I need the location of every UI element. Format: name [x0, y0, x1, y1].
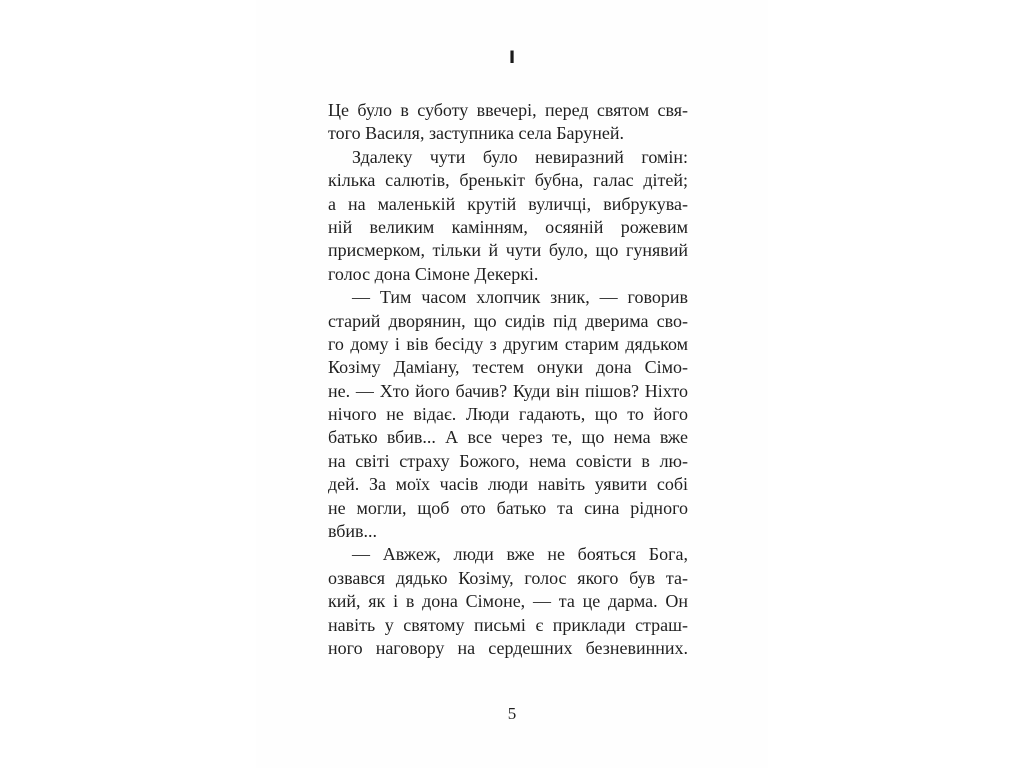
text-line: ній великим камінням, осяяній рожевим — [328, 216, 688, 237]
text-line: ного наговору на сердешних безневинних. — [328, 637, 688, 658]
text-line: того Василя, заступника села Баруней. — [328, 123, 625, 144]
text-line: го дому і вів бесіду з другим старим дядьком — [328, 333, 688, 354]
chapter-heading: I — [508, 48, 516, 68]
text-line: озвався дядько Козіму, голос якого був та- — [328, 567, 688, 588]
text-line: на світі страху Божого, нема совісти в лю- — [328, 450, 688, 471]
text-line: не могли, щоб ото батько та сина рідного — [328, 497, 688, 518]
text-line: не. — Хто його бачив? Куди він пішов? Ніхто — [328, 380, 688, 401]
text-line: — Авжеж, люди вже не бояться Бога, — [352, 544, 688, 565]
page-number: 5 — [507, 704, 517, 723]
text-line: навіть у святому письмі є приклади страш- — [328, 614, 688, 635]
text-line: Козіму Даміану, тестем онуки дона Сімо- — [328, 357, 688, 378]
text-line: голос дона Сімоне Декеркі. — [328, 263, 539, 284]
text-line: — Тим часом хлопчик зник, — говорив — [352, 287, 688, 308]
text-line: кілька салютів, бренькіт бубна, галас дітей; — [328, 170, 688, 191]
text-line: присмерком, тільки й чути було, що гунявий — [328, 240, 688, 261]
text-line: вбив... — [328, 521, 378, 542]
text-line: кий, як і в дона Сімоне, — та це дарма. Он — [328, 591, 688, 612]
text-line: старий дворянин, що сидів під дверима сво- — [328, 310, 688, 331]
text-line: Здалеку чути було невиразний гомін: — [352, 146, 688, 167]
text-line: батько вбив... А все через те, що нема вже — [328, 427, 688, 448]
text-line: а на маленькій крутій вуличці, вибрукува- — [328, 193, 688, 214]
body-text — [328, 99, 688, 660]
text-line: нічого не відає. Люди гадають, що то його — [328, 404, 688, 425]
text-line: дей. За моїх часів люди навіть уявити собі — [328, 474, 688, 495]
text-line: Це було в суботу ввечері, перед святом свя- — [328, 100, 688, 120]
